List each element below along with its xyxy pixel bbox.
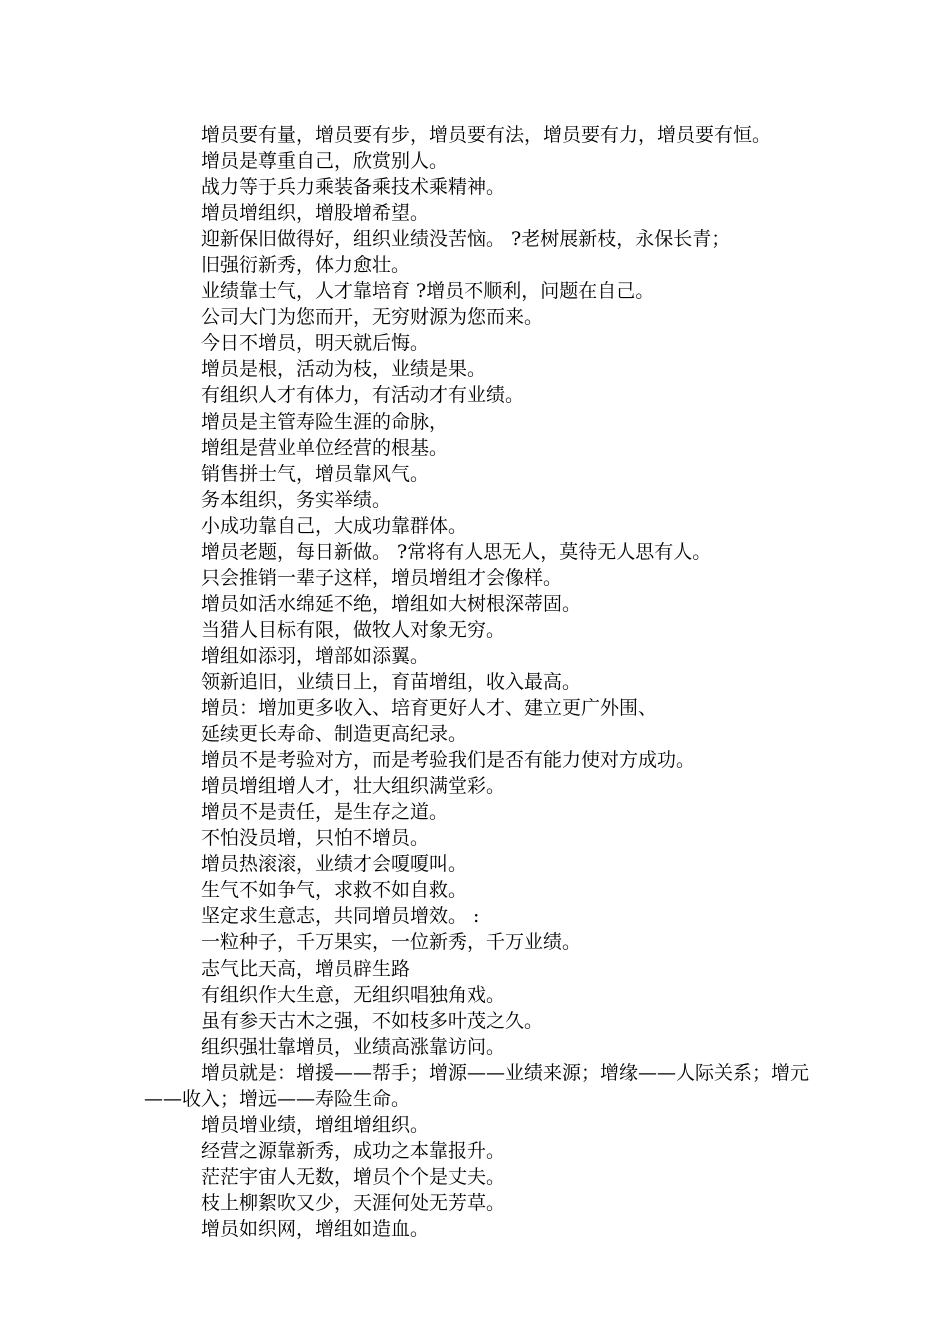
paragraph: 增员是主管寿险生涯的命脉，: [201, 410, 449, 433]
paragraph: 销售拼士气，增员靠风气。: [201, 462, 430, 485]
paragraph: 有组织作大生意，无组织唱独角戏。: [201, 983, 506, 1006]
paragraph: 增员增组织，增股增希望。: [201, 202, 430, 225]
paragraph: 经营之源靠新秀，成功之本靠报升。: [201, 1139, 506, 1162]
paragraph: 增员如织网，增组如造血。: [201, 1217, 430, 1240]
paragraph: 增员增业绩，增组增组织。: [201, 1113, 430, 1136]
paragraph: 增员增组增人才，壮大组织满堂彩。: [201, 775, 506, 798]
paragraph: 增员如活水绵延不绝，增组如大树根深蒂固。: [201, 592, 582, 615]
paragraph: 延续更长寿命、制造更高纪录。: [201, 723, 468, 746]
paragraph: 增员老题，每日新做。 ?常将有人思无人，莫待无人思有人。: [201, 540, 712, 563]
paragraph: 增员要有量，增员要有步，增员要有法，增员要有力，增员要有恒。: [201, 124, 772, 146]
paragraph: 务本组织，务实举绩。: [201, 488, 392, 511]
paragraph: 领新追旧，业绩日上，育苗增组，收入最高。: [201, 670, 582, 693]
paragraph: 旧强衍新秀，体力愈壮。: [201, 254, 411, 277]
paragraph: 今日不增员，明天就后悔。: [201, 332, 430, 355]
paragraph: 当猎人目标有限，做牧人对象无穷。: [201, 618, 506, 641]
paragraph: 增组是营业单位经营的根基。: [201, 436, 449, 459]
paragraph: 虽有参天古木之强，不如枝多叶茂之久。: [201, 1009, 544, 1032]
paragraph: 增员不是责任，是生存之道。: [201, 801, 449, 824]
paragraph: 增组如添羽，增部如添翼。: [201, 644, 430, 667]
paragraph: 生气不如争气，求救不如自救。: [201, 879, 468, 902]
paragraph: 战力等于兵力乘装备乘技术乘精神。: [201, 176, 506, 199]
paragraph: 枝上柳絮吹又少，天涯何处无芳草。: [201, 1191, 506, 1214]
paragraph: 增员是尊重自己，欣赏别人。: [201, 150, 449, 173]
paragraph: 业绩靠士气，人才靠培育 ?增员不顺利，问题在自己。: [201, 280, 655, 303]
paragraph: 增员热滚滚，业绩才会嗄嗄叫。: [201, 853, 468, 876]
paragraph: 增员：增加更多收入、培育更好人才、建立更广外围、: [201, 697, 658, 720]
paragraph: 增员是根，活动为枝，业绩是果。: [201, 358, 487, 381]
paragraph: 增员不是考验对方，而是考验我们是否有能力使对方成功。: [201, 749, 696, 772]
paragraph: 坚定求生意志，共同增员增效。 :: [201, 905, 480, 928]
paragraph: 有组织人才有体力，有活动才有业绩。: [201, 384, 525, 407]
document-body: [144, 122, 816, 1242]
paragraph: 茫茫宇宙人无数，增员个个是丈夫。: [201, 1165, 506, 1188]
paragraph: 只会推销一辈子这样，增员增组才会像样。: [201, 566, 563, 589]
paragraph: 一粒种子，千万果实，一位新秀，千万业绩。: [201, 931, 582, 954]
paragraph: 组织强壮靠增员，业绩高涨靠访问。: [201, 1035, 506, 1058]
paragraph: 小成功靠自己，大成功靠群体。: [201, 514, 468, 537]
paragraph: 迎新保旧做得好，组织业绩没苦恼。 ?老树展新枝，永保长青；: [201, 228, 731, 251]
paragraph: 不怕没员增，只怕不增员。: [201, 827, 430, 850]
paragraph: 志气比天高，增员辟生路: [201, 957, 411, 980]
paragraph: 增员就是：增援——帮手；增源——业绩来源；增缘——人际关系；增元——收入；增远——寿险生命。: [144, 1061, 810, 1110]
paragraph: 公司大门为您而开，无穷财源为您而来。: [201, 306, 544, 329]
